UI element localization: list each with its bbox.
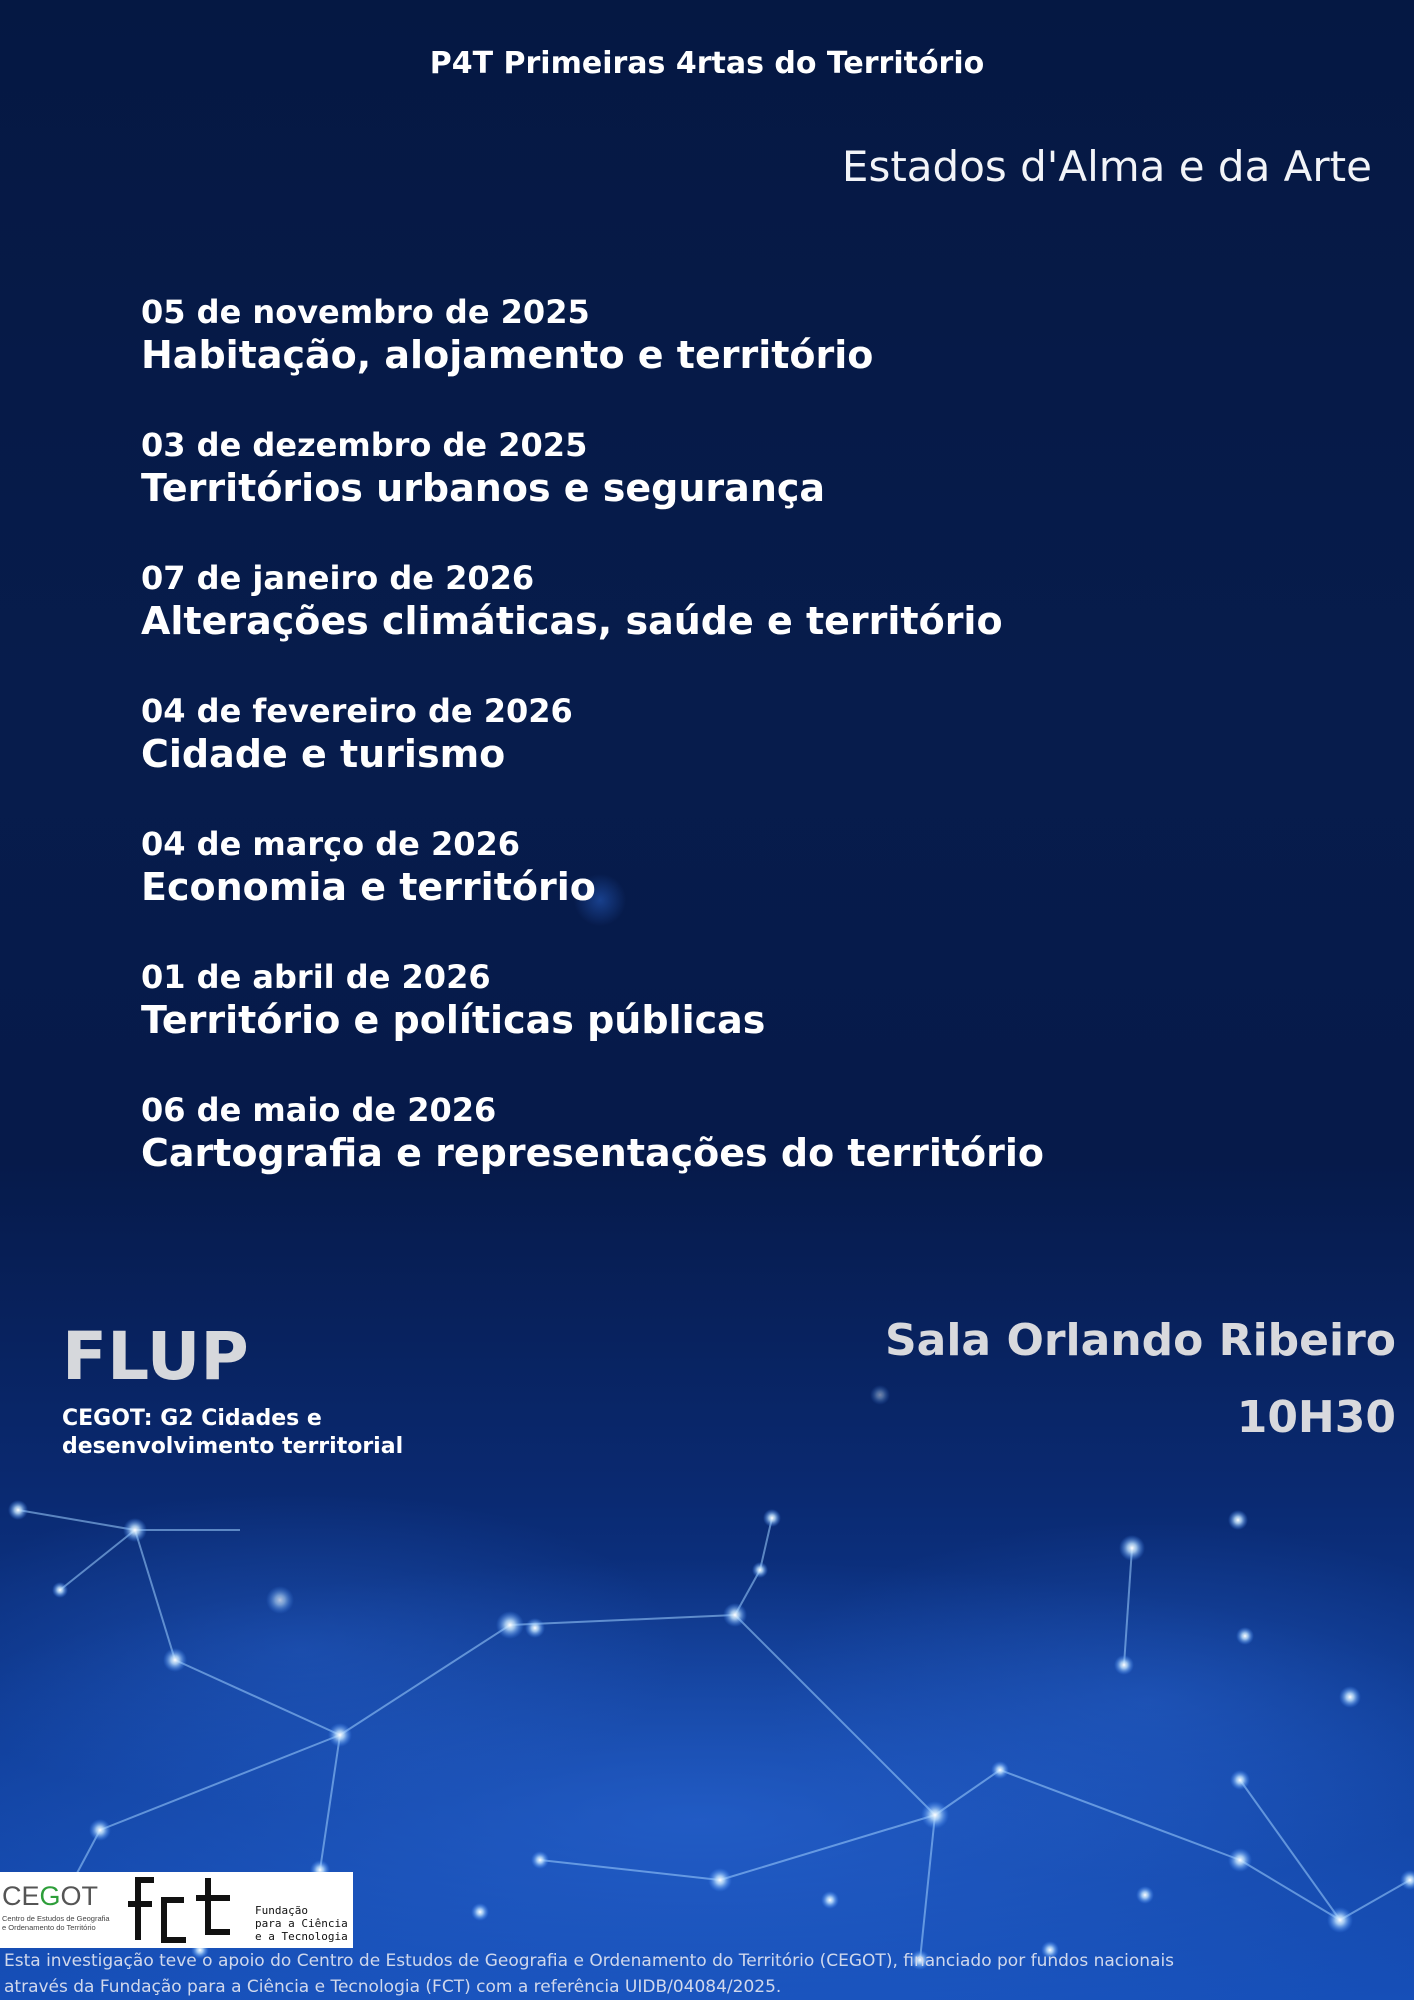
event-topic: Territórios urbanos e segurança bbox=[141, 466, 826, 510]
fct-logo bbox=[124, 1874, 240, 1946]
page-subtitle: Estados d'Alma e da Arte bbox=[841, 142, 1372, 191]
event-date: 05 de novembro de 2025 bbox=[141, 293, 590, 331]
event-item bbox=[141, 292, 1291, 425]
event-item bbox=[141, 824, 1291, 957]
organizer-group-line: CEGOT: G2 Cidades e bbox=[62, 1406, 322, 1431]
event-date: 04 de março de 2026 bbox=[141, 825, 521, 863]
venue-room: Sala Orlando Ribeiro bbox=[884, 1315, 1396, 1366]
event-item bbox=[141, 425, 1291, 558]
organizer-name: FLUP bbox=[62, 1318, 249, 1395]
event-item bbox=[141, 691, 1291, 824]
funding-note bbox=[4, 1948, 1404, 2000]
event-date: 07 de janeiro de 2026 bbox=[141, 559, 535, 597]
event-topic: Economia e território bbox=[141, 865, 596, 909]
event-date: 03 de dezembro de 2025 bbox=[141, 426, 588, 464]
event-item bbox=[141, 957, 1291, 1090]
event-topic: Cartografia e representações do território bbox=[141, 1131, 1045, 1175]
event-date: 04 de fevereiro de 2026 bbox=[141, 692, 573, 730]
event-topic: Território e políticas públicas bbox=[141, 998, 766, 1042]
sponsor-logos bbox=[0, 1872, 353, 1948]
organizer-group bbox=[62, 1405, 403, 1461]
event-topic: Habitação, alojamento e território bbox=[141, 333, 874, 377]
event-date: 01 de abril de 2026 bbox=[141, 958, 491, 996]
fct-name: Fundação para a Ciência e a Tecnologia bbox=[255, 1904, 348, 1943]
event-schedule bbox=[141, 292, 1291, 1223]
event-topic: Cidade e turismo bbox=[141, 732, 506, 776]
event-item bbox=[141, 1090, 1291, 1223]
page-title: P4T Primeiras 4rtas do Território bbox=[429, 46, 985, 81]
funding-note-line: Esta investigação teve o apoio do Centro de Estudos de Geografia e Ordenamento do Território (CEGOT), financiado por fundos nacionais bbox=[4, 1951, 1175, 1971]
funding-note-line: através da Fundação para a Ciência e Tecnologia (FCT) com a referência UIDB/04084/2025. bbox=[4, 1977, 782, 1997]
event-time: 10H30 bbox=[1236, 1392, 1396, 1443]
event-date: 06 de maio de 2026 bbox=[141, 1091, 497, 1129]
cegot-logo: CEGOT Centro de Estudos de Geografia e Ordenamento do Território bbox=[2, 1881, 110, 1932]
organizer-group-line: desenvolvimento territorial bbox=[62, 1434, 404, 1459]
event-topic: Alterações climáticas, saúde e território bbox=[141, 599, 1003, 643]
event-item bbox=[141, 558, 1291, 691]
